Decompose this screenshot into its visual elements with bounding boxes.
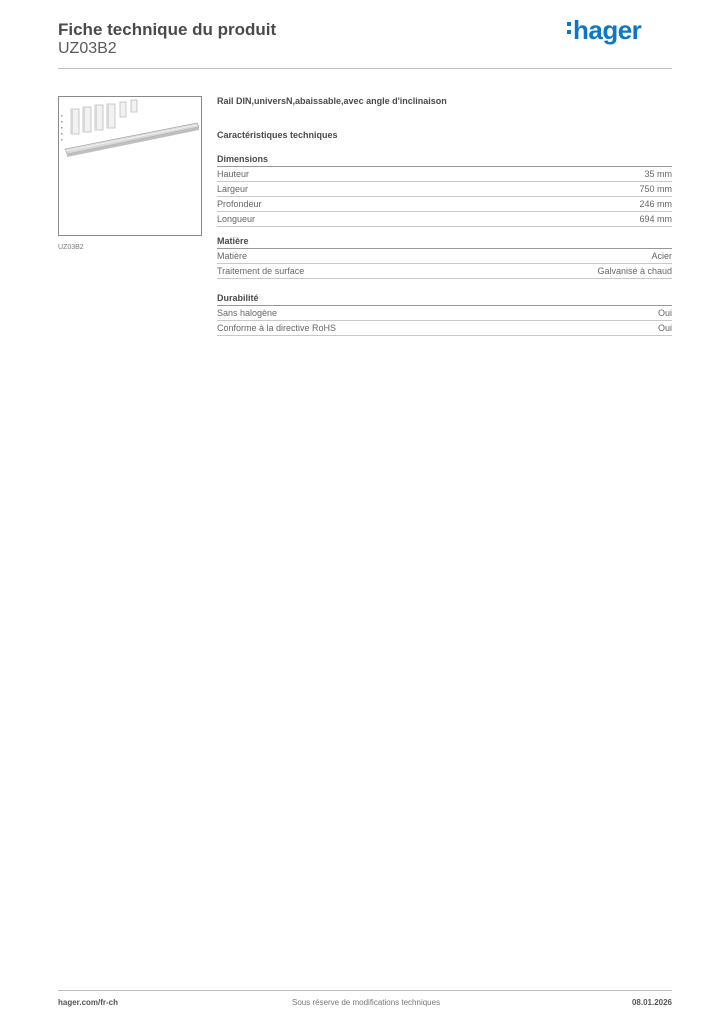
group-title: Dimensions: [217, 153, 672, 167]
spec-heading: Caractéristiques techniques: [217, 130, 338, 140]
image-caption: UZ03B2: [58, 244, 84, 251]
spec-value: 750 mm: [639, 184, 672, 194]
logo-mark-icon: [567, 22, 571, 38]
spec-row: [217, 167, 672, 182]
product-description: Rail DIN,universN,abaissable,avec angle d'inclinaison: [217, 96, 447, 106]
logo-text: hager: [573, 15, 642, 45]
spec-group-matiere: [217, 235, 672, 279]
product-image: [58, 96, 202, 236]
spec-value: Oui: [657, 308, 672, 318]
footer-date: 08.01.2026: [631, 998, 672, 1007]
spec-value: 35 mm: [644, 169, 672, 179]
spec-value: Galvanisé à chaud: [597, 266, 672, 276]
spec-value: Oui: [657, 323, 672, 333]
spec-label: Conforme à la directive RoHS: [217, 323, 337, 333]
spec-value: 246 mm: [639, 199, 672, 209]
header-divider: [58, 68, 672, 69]
spec-label: Largeur: [217, 184, 249, 194]
spec-row: [217, 182, 672, 197]
spec-value: 694 mm: [639, 214, 672, 224]
document-title: Fiche technique du produit: [58, 20, 277, 39]
spec-row: [217, 197, 672, 212]
din-rail-illustration-icon: [59, 97, 201, 235]
footer-disclaimer: Sous réserve de modifications techniques: [292, 998, 441, 1007]
spec-label: Longueur: [217, 214, 256, 224]
group-title: Durabilité: [217, 292, 672, 306]
footer-website: hager.com/fr-ch: [58, 998, 119, 1007]
spec-row: [217, 264, 672, 279]
hager-logo: [567, 15, 641, 46]
footer-divider: [58, 990, 672, 991]
spec-row: [217, 212, 672, 227]
spec-label: Matière: [217, 251, 248, 261]
spec-label: Profondeur: [217, 199, 262, 209]
spec-content: [217, 96, 672, 336]
spec-group-durabilite: [217, 292, 672, 336]
spec-value: Acier: [651, 251, 672, 261]
spec-row: [217, 306, 672, 321]
group-title: Matière: [217, 235, 672, 249]
product-code: UZ03B2: [58, 40, 117, 57]
spec-label: Traitement de surface: [217, 266, 305, 276]
spec-label: Sans halogène: [217, 308, 278, 318]
spec-row: [217, 249, 672, 264]
spec-row: [217, 321, 672, 336]
spec-label: Hauteur: [217, 169, 250, 179]
spec-group-dimensions: [217, 153, 672, 227]
